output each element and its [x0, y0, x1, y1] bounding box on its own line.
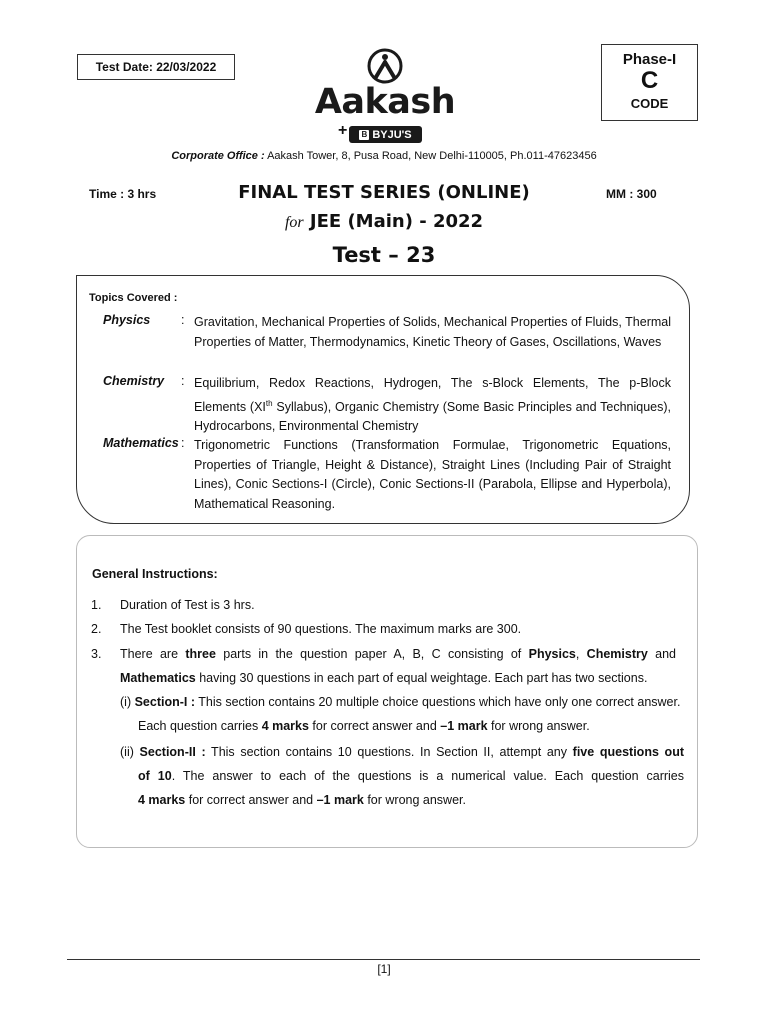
text: (ii) [120, 745, 140, 759]
phase-label: Phase-I [622, 51, 677, 68]
bold-section-1: Section-I : [134, 695, 195, 709]
corporate-address: Aakash Tower, 8, Pusa Road, New Delhi-110005, Ph.011-47623456 [267, 150, 597, 162]
plus-icon: + [338, 122, 348, 139]
topic-separator: : [181, 436, 185, 450]
instruction-3-line2 [120, 666, 647, 691]
bold-physics: Physics [528, 647, 576, 661]
topic-subject: Mathematics [103, 436, 179, 450]
topic-separator: : [181, 313, 185, 327]
item-number: 3. [91, 647, 102, 661]
text: having 30 questions in each part of equal weightage. Each part has two sections. [195, 671, 648, 685]
bold-marks: 4 marks [261, 719, 309, 733]
topic-subject: Chemistry [103, 374, 165, 388]
topic-text [194, 374, 671, 437]
bold-of-10: of 10 [138, 769, 172, 783]
byjus-label: BYJU'S [372, 128, 412, 141]
topic-text: Gravitation, Mechanical Properties of Solids, Mechanical Properties of Fluids, Thermal Properties of Matter, Thermodynamics, Kinetic Theory of Gases, Oscillations, Waves [194, 315, 671, 349]
topic-separator: : [181, 374, 185, 388]
text: for correct answer and [308, 719, 441, 733]
topic-subject: Physics [103, 313, 151, 327]
text: , [575, 647, 587, 661]
test-date: Test Date: 22/03/2022 [77, 54, 235, 80]
instruction-2: The Test booklet consists of 90 questions. The maximum marks are 300. [120, 622, 522, 636]
bold-three: three [185, 647, 216, 661]
bold-chemistry: Chemistry [586, 647, 648, 661]
footer-rule [67, 959, 700, 960]
topics-heading: Topics Covered : [89, 292, 178, 304]
text: This section contains 10 questions. In Section II, attempt any [205, 745, 573, 759]
section-2-line3 [138, 788, 466, 813]
time-duration: Time : 3 hrs [89, 187, 157, 201]
section-2-line1 [120, 745, 684, 759]
max-marks: MM : 300 [606, 187, 657, 201]
page-number: [1] [377, 962, 391, 976]
corporate-label: Corporate Office : [171, 150, 265, 162]
section-1-line1 [120, 690, 680, 715]
bold-negative-mark: –1 mark [440, 719, 488, 733]
bold-five-questions: five questions out [572, 745, 684, 759]
text: (i) [120, 695, 135, 709]
instruction-3-line1 [120, 647, 676, 661]
phase-code-box [601, 44, 698, 121]
item-number: 2. [91, 622, 102, 636]
text: parts in the question paper A, B, C consisting of [215, 647, 529, 661]
section-1-line2 [138, 714, 590, 739]
logo-wordmark: Aakash [314, 82, 456, 122]
topics-covered-box [76, 275, 690, 524]
text: This section contains 20 multiple choice questions which have only one correct answer. [195, 695, 681, 709]
text: . The answer to each of the questions is a numerical value. Each question carries [171, 769, 684, 783]
text: and [647, 647, 676, 661]
corporate-office [0, 150, 768, 162]
text: for wrong answer. [487, 719, 590, 733]
text: for wrong answer. [363, 793, 466, 807]
aakash-logo-icon [363, 48, 407, 84]
exam-title [0, 211, 768, 232]
exam-name: JEE (Main) - 2022 [309, 211, 484, 232]
topic-sup: th [265, 398, 273, 408]
bold-negative-mark: –1 mark [316, 793, 364, 807]
byjus-badge [349, 126, 422, 143]
text: for correct answer and [185, 793, 317, 807]
byjus-icon: B [359, 130, 369, 140]
for-word: for [284, 214, 304, 231]
test-number: Test – 23 [332, 243, 436, 267]
text: Each question carries [138, 719, 262, 733]
topic-text-b: Syllabus), Organic Chemistry (Some Basic Principles and Techniques), Hydrocarbons, Environmental Chemistry [194, 399, 671, 434]
topic-text-a: Equilibrium, Redox Reactions, Hydrogen, The s-Block Elements, The p-Block Elements (XI [194, 376, 671, 414]
item-number: 1. [91, 598, 102, 612]
series-title: FINAL TEST SERIES (ONLINE) [238, 182, 530, 203]
code-label: CODE [630, 96, 669, 111]
topic-text: Trigonometric Functions (Transformation Formulae, Trigonometric Equations, Properties of Triangle, Height & Distance), Straight Lines (Including Pair of Straight Lines), Conic Sections-I (Circle), Conic Sections-II (Parabola, Ellipse and Hyperbola), Mathematical Reasoning. [194, 438, 671, 511]
section-2-line2 [138, 769, 684, 783]
bold-section-2: Section-II : [139, 745, 206, 759]
instruction-1: Duration of Test is 3 hrs. [120, 598, 255, 612]
general-instructions-box [76, 535, 698, 848]
instructions-heading: General Instructions: [92, 567, 218, 581]
aakash-byjus-logo [311, 48, 459, 146]
code-letter: C [640, 67, 659, 94]
bold-mathematics: Mathematics [120, 671, 196, 685]
bold-marks: 4 marks [138, 793, 186, 807]
text: There are [120, 647, 186, 661]
